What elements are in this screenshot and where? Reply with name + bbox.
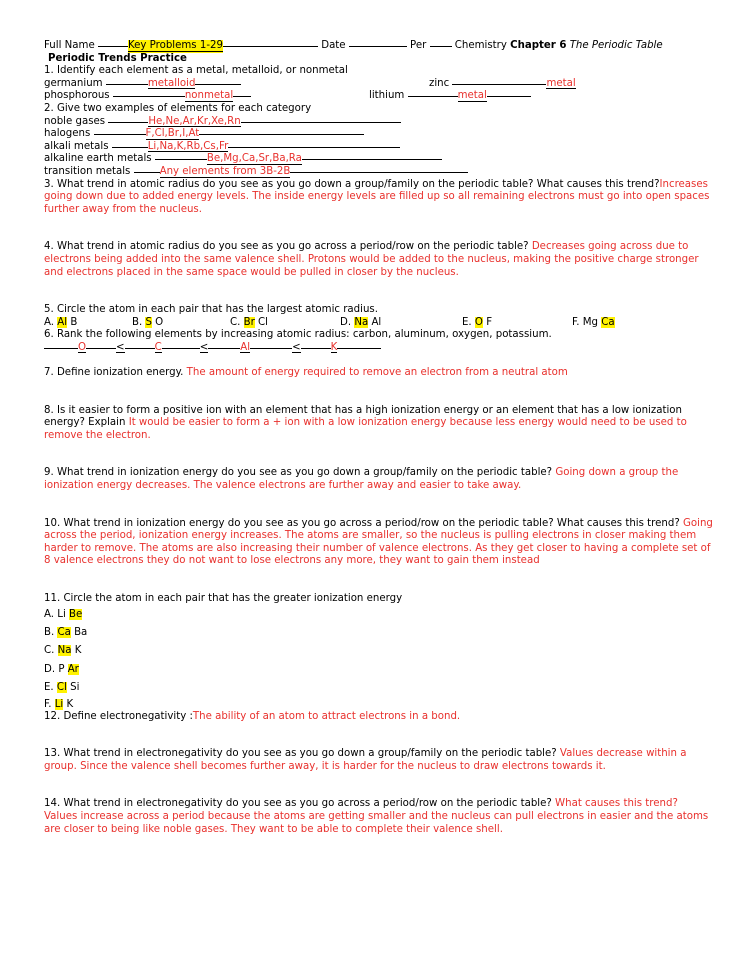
q2-label: alkali metals: [44, 140, 112, 152]
pair-other: F: [482, 316, 493, 328]
q1-answer: metalloid: [147, 77, 196, 89]
q1-label: zinc: [429, 77, 453, 89]
pair-other: Si: [66, 682, 80, 694]
pair-other: Cl: [254, 316, 268, 328]
date-label: Date: [317, 40, 349, 51]
q1-label: phosphorous: [44, 90, 113, 102]
pair-answer: S: [145, 316, 152, 328]
q13-answer: Values decrease within a group. Since the valence shell becomes further away, it is harder for the nucleus to draw electrons towards it.: [44, 748, 687, 772]
pair-answer: Cl: [56, 682, 67, 694]
pair-prefix: A.: [44, 316, 58, 328]
pair-other: Al: [368, 316, 382, 328]
q1-answer: nonmetal: [184, 90, 234, 102]
q2-row: [44, 116, 714, 129]
rank-separator: <: [292, 341, 301, 353]
q5-pair-a: [44, 317, 77, 330]
pair-other: O: [151, 316, 164, 328]
rank-item: O: [78, 341, 87, 353]
q5-prompt: 5. Circle the atom in each pair that has the largest atomic radius.: [44, 304, 378, 316]
q2-answer: F,Cl,Br,I,At: [145, 128, 200, 140]
q5-pair-e: [462, 317, 492, 330]
pair-other: Ba: [70, 627, 88, 638]
q3-answer: Increases going down due to added energy levels. The inside energy levels are filled up so all remaining electrons must go into open spaces further away from the nucleus.: [44, 178, 710, 215]
pair-prefix: A. Li: [44, 608, 70, 620]
pair-answer: Al: [57, 316, 68, 328]
q2-row: [44, 166, 714, 179]
header-line: [44, 40, 714, 53]
q9-answer: Going down a group the ionization energy decreases. The valence electrons are further away and easier to take away.: [44, 467, 679, 492]
q1-answer: metal: [457, 90, 487, 102]
rank-separator: <: [116, 341, 125, 353]
pair-prefix: E.: [44, 682, 57, 694]
q11-pair: [44, 661, 714, 679]
q11-pair: [44, 679, 714, 697]
rank-item: Al: [240, 341, 251, 353]
pair-prefix: E.: [462, 316, 475, 328]
q9-block: [44, 467, 714, 492]
full-name-value: Key Problems 1-29: [127, 40, 223, 51]
q5-pairs: [44, 317, 714, 330]
q14-prompt: 14. What trend in electronegativity do you see as you go across a period/row on the periodic table?: [44, 798, 556, 810]
q5-pair-f: [572, 317, 615, 330]
pair-prefix: B.: [132, 316, 146, 328]
q8-prompt: 8. Is it easier to form a positive ion with an element that has a high ionization energy or an element that has a low ionization energy? Explain: [44, 404, 682, 429]
q1-right: [369, 90, 531, 103]
pair-answer: Be: [69, 608, 83, 620]
q4-block: [44, 241, 714, 279]
q11-pair: [44, 624, 714, 642]
pair-answer: Na: [57, 645, 72, 657]
q4-answer: Decreases going across due to electrons being added into the same valence shell. Protons would be added to the nucleus, making the positive charge stronger and electrons placed in the same space would be pulled in closer by the nucleus.: [44, 241, 699, 278]
pair-prefix: C.: [230, 316, 244, 328]
q5-pair-c: [230, 317, 268, 330]
q2-answer: Any elements from 3B-2B: [159, 165, 291, 177]
pair-answer: O: [474, 316, 483, 328]
q14-answer: What causes this trend? Values increase across a period because the atoms are getting smaller and the nucleus can pull electrons in easier and the atoms are closer to being like noble gases. They want to be able to complete their valence shell.: [44, 798, 709, 835]
q4-prompt: 4. What trend in atomic radius do you see as you go across a period/row on the periodic table?: [44, 241, 532, 253]
q6-prompt: 6. Rank the following elements by increasing atomic radius: carbon, aluminum, oxygen, potassium.: [44, 329, 552, 341]
subject: Chemistry: [451, 40, 511, 51]
worksheet-title: Periodic Trends Practice: [48, 52, 187, 64]
pair-prefix: F.: [44, 698, 55, 710]
per-label: Per: [406, 40, 430, 51]
q9-prompt: 9. What trend in ionization energy do you see as you go down a group/family on the periodic table?: [44, 467, 556, 479]
q10-block: [44, 518, 714, 568]
q2-row: [44, 128, 714, 141]
full-name-label: Full Name: [44, 40, 98, 51]
q10-answer: Going across the period, ionization energy increases. The atoms are smaller, so the nucleus is pulling electrons in closer making them harder to remove. The atoms are also increasing their number of valence electrons. As they get closer to having a complete set of 8 valence electrons they do not want to lose electrons any more, they want to gain them instead: [44, 517, 713, 567]
pair-answer: Na: [354, 316, 369, 328]
chapter-number: Chapter 6: [510, 40, 567, 51]
pair-prefix: F. Mg: [572, 316, 602, 328]
pair-other: K: [71, 645, 82, 657]
q11-pair: [44, 698, 714, 711]
q14-block: [44, 798, 714, 836]
rank-item: C: [154, 341, 162, 353]
q1-label: germanium: [44, 77, 106, 89]
q1-row-1: [44, 78, 714, 91]
pair-other: K: [63, 698, 74, 710]
q11-pair: [44, 606, 714, 624]
pair-prefix: C.: [44, 645, 58, 657]
q13-block: [44, 748, 714, 773]
rank-item: K: [330, 341, 338, 353]
q12-answer: The ability of an atom to attract electrons in a bond.: [192, 710, 461, 722]
q2-label: noble gases: [44, 115, 109, 127]
q1-right: [429, 78, 576, 91]
q12-prompt: 12. Define electronegativity :: [44, 710, 193, 722]
q2-answer: He,Ne,Ar,Kr,Xe,Rn: [148, 115, 241, 127]
q8-answer: It would be easier to form a + ion with a low ionization energy because less energy would need to be used to remove the electron.: [44, 417, 687, 441]
q7-answer: The amount of energy required to remove an electron from a neutral atom: [186, 367, 568, 379]
pair-prefix: D. P: [44, 663, 68, 675]
q11-prompt: 11. Circle the atom in each pair that has the greater ionization energy: [44, 593, 403, 604]
pair-answer: Ca: [57, 627, 71, 638]
q2-label: halogens: [44, 128, 94, 140]
q2-label: transition metals: [44, 165, 134, 177]
q5-pair-b: [132, 317, 163, 330]
q10-prompt: 10. What trend in ionization energy do you see as you go across a period/row on the periodic table? What causes this trend?: [44, 517, 683, 529]
q1-prompt: 1. Identify each element as a metal, metalloid, or nonmetal: [44, 65, 348, 77]
q7-prompt: 7. Define ionization energy.: [44, 367, 187, 379]
q1-answer: metal: [546, 77, 576, 89]
q1-label: lithium: [369, 90, 408, 102]
q2-label: alkaline earth metals: [44, 153, 155, 165]
q2-row: [44, 153, 714, 166]
q5-pair-d: [340, 317, 381, 330]
q8-block: [44, 405, 714, 443]
rank-separator: <: [199, 341, 209, 353]
q6-ranking: [44, 342, 714, 355]
pair-answer: Ar: [67, 663, 79, 675]
q2-answer: Be,Mg,Ca,Sr,Ba,Ra: [206, 153, 302, 165]
q7-block: [44, 367, 714, 380]
q11-pairs: [44, 606, 714, 711]
q3-block: [44, 179, 714, 217]
q13-prompt: 13. What trend in electronegativity do you see as you go down a group/family on the periodic table?: [44, 748, 560, 760]
pair-answer: Br: [243, 316, 255, 328]
q1-row-2: [44, 90, 714, 103]
q11-pair: [44, 642, 714, 660]
chapter-title: The Periodic Table: [566, 40, 663, 51]
worksheet-page: [44, 40, 714, 836]
q12-block: [44, 711, 714, 724]
pair-other: B: [67, 316, 78, 328]
pair-prefix: D.: [340, 316, 355, 328]
pair-answer: Li: [54, 698, 64, 710]
q2-answer: Li,Na,K,Rb,Cs,Fr: [147, 140, 229, 152]
q3-prompt: 3. What trend in atomic radius do you see as you go down a group/family on the periodic table? What causes this trend?: [44, 178, 660, 190]
pair-answer: Ca: [601, 316, 615, 328]
q2-prompt: 2. Give two examples of elements for each category: [44, 102, 312, 114]
pair-prefix: B.: [44, 627, 58, 638]
q2-row: [44, 141, 714, 154]
